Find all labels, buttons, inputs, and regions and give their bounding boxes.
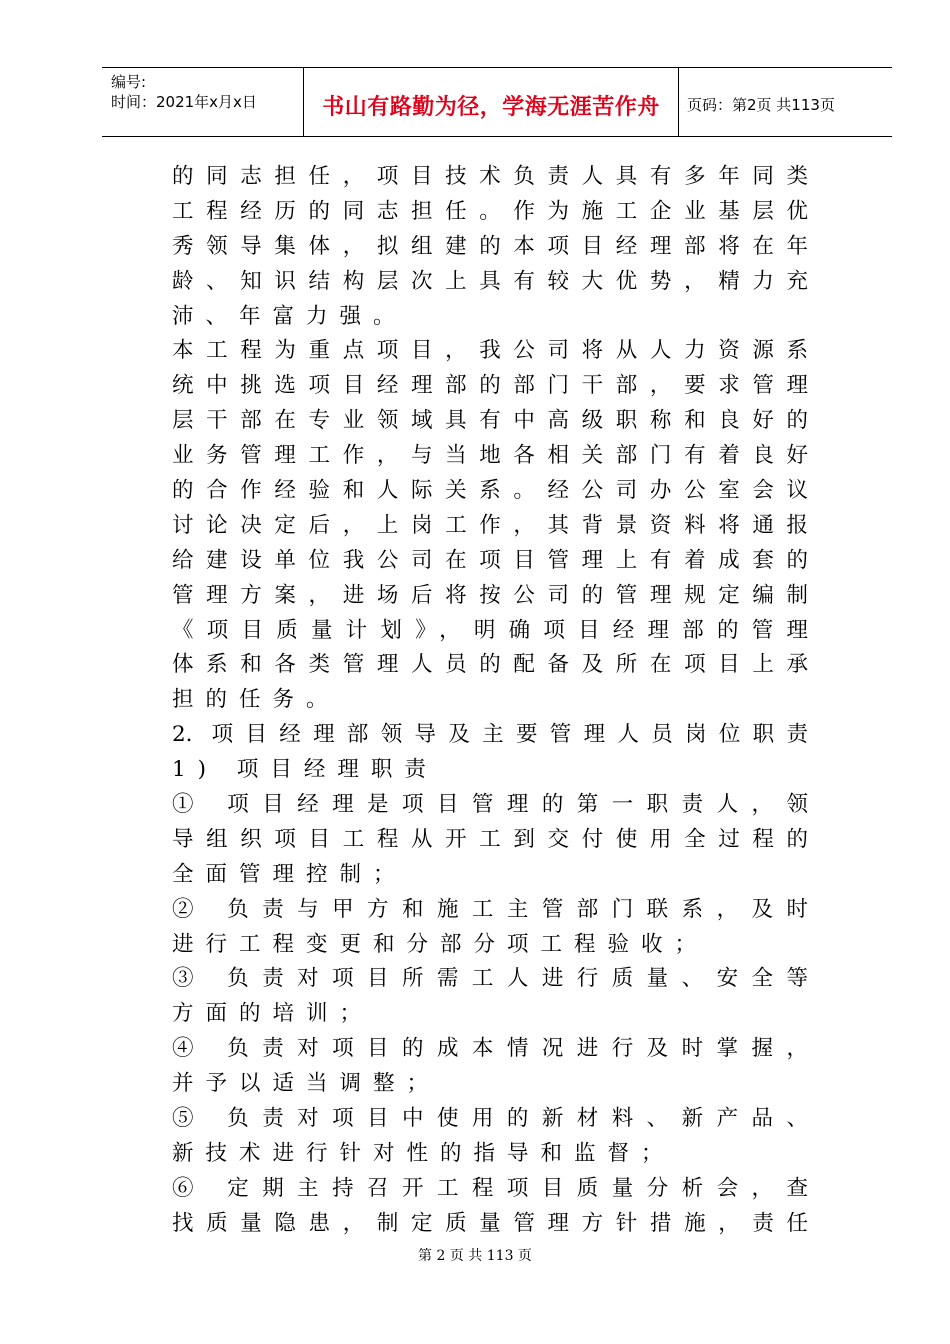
body-line: ③ 负责对项目所需工人进行质量、安全等 xyxy=(172,966,808,992)
body-line: 的合作经验和人际关系。经公司办公室会议 xyxy=(172,478,808,504)
time-label: 时间：2021年x月x日 xyxy=(111,93,257,111)
body-line: 进行工程变更和分部分项工程验收； xyxy=(172,931,709,957)
body-line: ⑤ 负责对项目中使用的新材料、新产品、 xyxy=(172,1106,808,1132)
header-motto-cell xyxy=(303,68,679,136)
body-line: 工程经历的同志担任。作为施工企业基层优 xyxy=(172,198,808,224)
body-line: 讨论决定后，上岗工作，其背景资料将通报 xyxy=(172,512,808,538)
body-line: 沛、年富力强。 xyxy=(172,303,407,329)
body-line: ② 负责与甲方和施工主管部门联系，及时 xyxy=(172,896,808,922)
body-line: 并予以适当调整； xyxy=(172,1071,441,1097)
body-line: 给建设单位我公司在项目管理上有着成套的 xyxy=(172,547,808,573)
header-meta xyxy=(102,68,303,136)
body-line: 业务管理工作，与当地各相关部门有着良好 xyxy=(172,443,808,469)
body-line: 统中挑选项目经理部的部门干部，要求管理 xyxy=(172,373,808,399)
body-line: 全面管理控制； xyxy=(172,861,407,887)
body-line: 体系和各类管理人员的配备及所在项目上承 xyxy=(172,652,808,678)
body-line: 秀领导集体，拟组建的本项目经理部将在年 xyxy=(172,233,808,259)
body-line: 本工程为重点项目，我公司将从人力资源系 xyxy=(172,338,808,364)
body-line: 担的任务。 xyxy=(172,687,340,713)
body-line: ① 项目经理是项目管理的第一职责人，领 xyxy=(172,792,808,818)
body-line: ④ 负责对项目的成本情况进行及时掌握， xyxy=(172,1036,808,1062)
body-line: 层干部在专业领域具有中高级职称和良好的 xyxy=(172,408,808,434)
body-line: 1) 项目经理职责 xyxy=(172,757,438,783)
body-line: 新技术进行针对性的指导和监督； xyxy=(172,1140,675,1166)
body-line: 方面的培训； xyxy=(172,1001,374,1027)
header-page-info: 页码：第2页 共113页 xyxy=(687,96,835,114)
serial-label: 编号: xyxy=(111,73,147,91)
body-line: 导组织项目工程从开工到交付使用全过程的 xyxy=(172,826,808,852)
page-header xyxy=(102,67,892,137)
body-line: 管理方案，进场后将按公司的管理规定编制 xyxy=(172,582,808,608)
document-body xyxy=(172,160,808,1242)
body-line: 2. 项目经理部领导及主要管理人员岗位职责 xyxy=(172,722,808,748)
body-line: 龄、知识结构层次上具有较大优势，精力充 xyxy=(172,268,808,294)
page-footer: 第 2 页 共 113 页 xyxy=(418,1248,532,1264)
body-line: 找质量隐患，制定质量管理方针措施，责任 xyxy=(172,1210,808,1236)
body-line: 的同志担任，项目技术负责人具有多年同类 xyxy=(172,164,808,189)
body-line: ⑥ 定期主持召开工程项目质量分析会，查 xyxy=(172,1175,808,1201)
body-line: 《项目质量计划》，明确项目经理部的管理 xyxy=(172,617,808,643)
motto: 书山有路勤为径，学海无涯苦作舟 xyxy=(322,95,660,120)
